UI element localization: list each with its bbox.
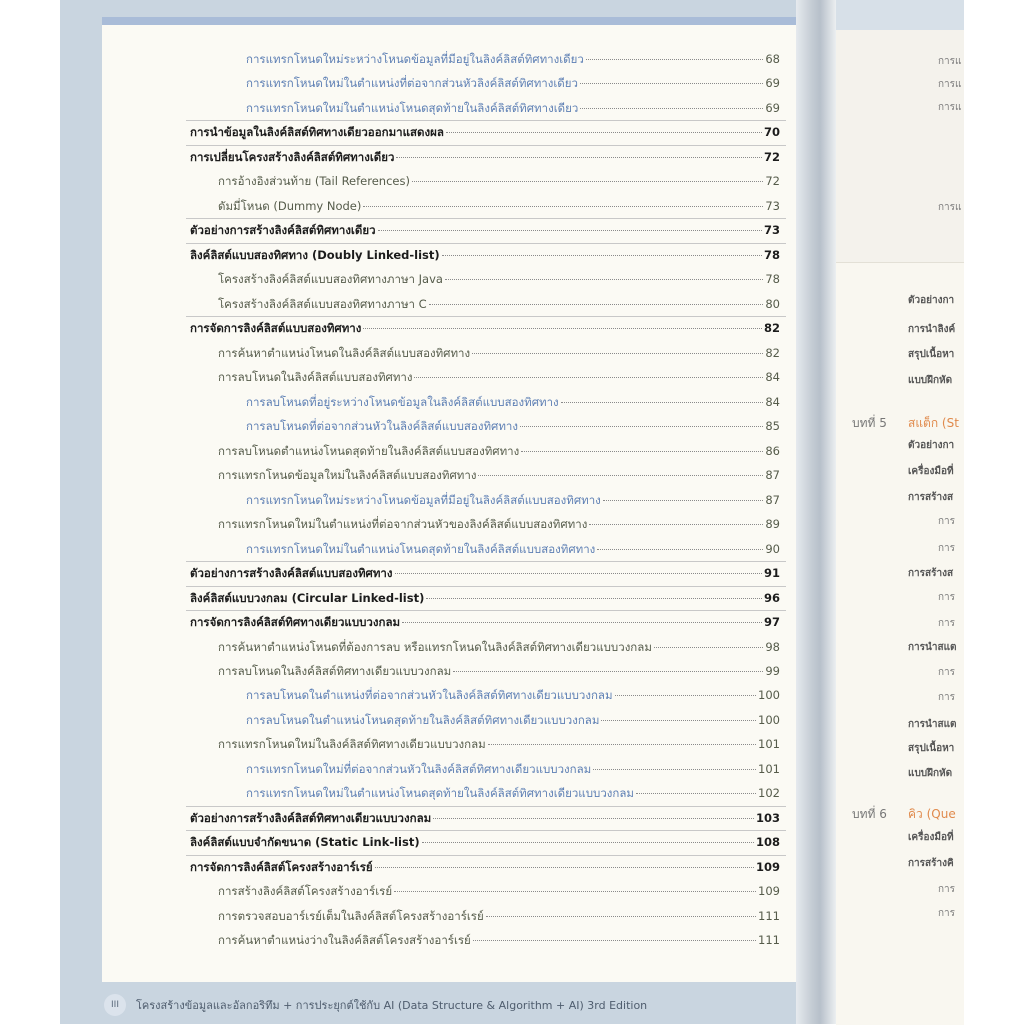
toc-leader-dots (363, 206, 763, 207)
toc-entry-page: 111 (758, 933, 780, 948)
right-page-fragment: สรุปเนื้อหา (908, 743, 955, 754)
toc-entry-title: การลบโหนดในตำแหน่งที่ต่อจากส่วนหัวในลิงค์ลิสต์ทิศทางเดียวแบบวงกลม (246, 688, 613, 703)
toc-entry-page: 109 (758, 884, 780, 899)
toc-entry-page: 91 (763, 566, 780, 581)
toc-leader-dots (422, 842, 754, 843)
right-page-fragment: แบบฝึกหัด (908, 768, 953, 779)
right-page-fragment: การนำสแต (908, 719, 957, 730)
section-rule (186, 830, 786, 831)
toc-entry-title: การแทรกโหนดใหม่ระหว่างโหนดข้อมูลที่มีอยู่ในลิงค์ลิสต์แบบสองทิศทาง (246, 492, 601, 507)
toc-leader-dots (597, 549, 763, 550)
page-footer (104, 992, 764, 1018)
chapter5-label: บทที่ 5 (852, 416, 887, 430)
toc-leader-dots (654, 647, 763, 648)
toc-leader-dots (442, 255, 762, 256)
toc-entry-title: การตรวจสอบอาร์เรย์เต็มในลิงค์ลิสต์โครงสร้างอาร์เรย์ (218, 908, 484, 923)
toc-leader-dots (636, 793, 756, 794)
toc-entry-title: โครงสร้างลิงค์ลิสต์แบบสองทิศทางภาษา C (218, 296, 427, 311)
right-page-fragment: เครื่องมือที่ (908, 466, 954, 477)
book-title: โครงสร้างข้อมูลและอัลกอริทึม + การประยุกต์ใช้กับ AI (Data Structure & Algorithm + AI) 3rd Edition (136, 999, 648, 1012)
book-gutter (796, 0, 836, 1024)
toc-leader-dots (488, 744, 756, 745)
toc-entry-title: ลิงค์ลิสต์แบบวงกลม (Circular Linked-list) (190, 590, 425, 605)
toc-entry-title: การเปลี่ยนโครงสร้างลิงค์ลิสต์ทิศทางเดียว (190, 149, 395, 164)
toc-entry-title: การอ้างอิงส่วนท้าย (Tail References) (218, 174, 410, 189)
right-page-fragment: การแ (938, 56, 962, 67)
toc-entry-page: 90 (765, 541, 780, 556)
toc-leader-dots (478, 475, 763, 476)
toc-entry-page: 82 (763, 321, 780, 336)
toc-leader-dots (586, 59, 764, 60)
toc-leader-dots (396, 157, 762, 158)
toc-entry (218, 515, 780, 533)
toc-entry-page: 73 (763, 223, 780, 238)
right-page-fragment: การสร้างส (908, 492, 954, 503)
toc-leader-dots (593, 769, 756, 770)
toc-entry-page: 69 (765, 100, 780, 115)
right-page-top-band (836, 0, 964, 30)
toc-entry-title: การจัดการลิงค์ลิสต์แบบสองทิศทาง (190, 321, 362, 336)
toc-entry (190, 123, 780, 141)
toc-entry-title: การแทรกโหนดใหม่ที่ต่อจากส่วนหัวในลิงค์ลิสต์ทิศทางเดียวแบบวงกลม (246, 761, 592, 776)
toc-entry-page: 69 (765, 76, 780, 91)
toc-entry-title: ตัวอย่างการสร้างลิงค์ลิสต์ทิศทางเดียว (190, 223, 376, 238)
right-page-fragment: ตัวอย่างกา (908, 440, 955, 451)
section-rule (186, 855, 786, 856)
toc-entry (246, 417, 780, 435)
toc-entry (218, 344, 780, 362)
toc-leader-dots (615, 695, 756, 696)
toc-leader-dots (429, 304, 764, 305)
toc-entry-title: การแทรกโหนดใหม่ระหว่างโหนดข้อมูลที่มีอยู่ในลิงค์ลิสต์ทิศทางเดียว (246, 52, 584, 66)
toc-entry-page: 78 (763, 247, 780, 262)
right-page-fragment: การ (938, 692, 956, 703)
toc-entry (190, 858, 780, 876)
section-rule (186, 218, 786, 219)
toc-entry (190, 833, 780, 851)
toc-entry (246, 760, 780, 778)
toc-entry-title: การลบโหนดในลิงค์ลิสต์ทิศทางเดียวแบบวงกลม (218, 664, 452, 678)
toc-leader-dots (426, 598, 762, 599)
toc-leader-dots (580, 108, 763, 109)
toc-entry (190, 319, 780, 337)
toc-entry (246, 540, 780, 558)
toc-leader-dots (473, 940, 756, 941)
right-page-fragment: การแ (938, 79, 962, 90)
toc-entry-page: 84 (765, 370, 780, 385)
toc-leader-dots (395, 573, 762, 574)
toc-entry-page: 103 (755, 810, 780, 825)
page-number: III (104, 994, 126, 1016)
toc-leader-dots (402, 622, 762, 623)
toc-entry-page: 72 (763, 149, 780, 164)
toc-entry-page: 70 (763, 125, 780, 140)
right-page-fragment: การ (938, 618, 956, 629)
toc-entry (218, 295, 780, 313)
right-page-fragment: การแ (938, 202, 962, 213)
right-page-fragment: สรุปเนื้อหา (908, 349, 955, 360)
toc-entry-page: 109 (755, 859, 780, 874)
right-page-fragment: แบบฝึกหัด (908, 375, 953, 386)
toc-entry (246, 50, 780, 68)
toc-leader-dots (486, 916, 756, 917)
toc-entry (246, 74, 780, 92)
toc-entry-title: การสร้างลิงค์ลิสต์โครงสร้างอาร์เรย์ (218, 884, 393, 899)
toc-entry-page: 98 (765, 639, 780, 654)
toc-entry-page: 84 (765, 394, 780, 409)
toc-entry (218, 907, 780, 925)
toc-leader-dots (589, 524, 763, 525)
toc-entry-title: การลบโหนดในตำแหน่งโหนดสุดท้ายในลิงค์ลิสต์ทิศทางเดียวแบบวงกลม (246, 712, 600, 727)
section-rule (186, 586, 786, 587)
toc-entry (190, 809, 780, 827)
toc-entry (218, 466, 780, 484)
toc-entry (218, 197, 780, 215)
toc-entry (190, 221, 780, 239)
toc-entry (218, 368, 780, 386)
toc-leader-dots (414, 377, 763, 378)
toc-entry (246, 491, 780, 509)
right-page-fragment: การ (938, 667, 956, 678)
chapter5-title: สแต็ก (St (908, 416, 959, 430)
toc-entry-page: 78 (765, 272, 780, 287)
toc-entry-page: 111 (758, 908, 780, 923)
toc-entry-title: การลบโหนดตำแหน่งโหนดสุดท้ายในลิงค์ลิสต์แบบสองทิศทาง (218, 443, 520, 458)
toc-entry-title: การแทรกโหนดใหม่ในตำแหน่งที่ต่อจากส่วนหัวลิงค์ลิสต์ทิศทางเดียว (246, 76, 578, 91)
toc-leader-dots (520, 426, 763, 427)
toc-entry-title: การแทรกโหนดใหม่ในลิงค์ลิสต์ทิศทางเดียวแบบวงกลม (218, 737, 486, 752)
toc-entry-page: 87 (765, 492, 780, 507)
toc-entry-page: 101 (758, 737, 780, 752)
toc-entry-page: 85 (765, 419, 780, 434)
toc-entry-title: การจัดการลิงค์ลิสต์โครงสร้างอาร์เรย์ (190, 859, 373, 874)
toc-leader-dots (394, 891, 756, 892)
top-rule (102, 17, 802, 25)
background-strip (964, 0, 1024, 1024)
toc-entry-page: 100 (758, 688, 780, 703)
toc-leader-dots (378, 230, 762, 231)
section-rule (186, 806, 786, 807)
section-rule (186, 145, 786, 146)
section-rule (186, 120, 786, 121)
toc-entry-page: 73 (765, 198, 780, 213)
toc-entry (246, 393, 780, 411)
right-page-fragment: ตัวอย่างกา (908, 295, 955, 306)
chapter6-title: คิว (Que (908, 807, 956, 821)
toc-entry-title: การนำข้อมูลในลิงค์ลิสต์ทิศทางเดียวออกมาแสดงผล (190, 125, 444, 140)
toc-leader-dots (601, 720, 756, 721)
toc-entry-title: การแทรกโหนดข้อมูลใหม่ในลิงค์ลิสต์แบบสองทิศทาง (218, 468, 477, 483)
right-page-fragment: การสร้างส (908, 568, 954, 579)
toc-entry-page: 97 (763, 615, 780, 630)
toc-leader-dots (446, 132, 762, 133)
right-page-fragment: การ (938, 592, 956, 603)
toc-entry (218, 270, 780, 288)
toc-leader-dots (603, 500, 764, 501)
right-page-fragment: การแ (938, 102, 962, 113)
toc-leader-dots (412, 181, 763, 182)
toc-entry (218, 442, 780, 460)
toc-entry-page: 108 (755, 835, 780, 850)
toc-entry-title: ตัวอย่างการสร้างลิงค์ลิสต์แบบสองทิศทาง (190, 566, 393, 581)
toc-entry (218, 172, 780, 190)
right-page-fragment: การนำลิงค์ (908, 324, 956, 335)
toc-leader-dots (472, 353, 763, 354)
toc-entry-title: การแทรกโหนดใหม่ในตำแหน่งที่ต่อจากส่วนหัวของลิงค์ลิสต์แบบสองทิศทาง (218, 517, 588, 532)
toc-entry (246, 711, 780, 729)
section-rule (186, 610, 786, 611)
toc-leader-dots (561, 402, 764, 403)
chapter6-label: บทที่ 6 (852, 807, 887, 821)
toc-entry-title: การแทรกโหนดใหม่ในตำแหน่งโหนดสุดท้ายในลิงค์ลิสต์ทิศทางเดียวแบบวงกลม (246, 786, 634, 801)
right-page-fragment: การ (938, 884, 956, 895)
toc-entry (218, 638, 780, 656)
toc-entry-title: การค้นหาตำแหน่งว่างในลิงค์ลิสต์โครงสร้างอาร์เรย์ (218, 933, 471, 948)
toc-entry-title: การแทรกโหนดใหม่ในตำแหน่งโหนดสุดท้ายในลิงค์ลิสต์ทิศทางเดียว (246, 100, 579, 115)
toc-leader-dots (375, 867, 754, 868)
toc-entry-title: โครงสร้างลิงค์ลิสต์แบบสองทิศทางภาษา Java (218, 272, 443, 287)
right-page-fragment: การ (938, 543, 956, 554)
toc-entry-page: 80 (765, 296, 780, 311)
toc-entry-title: ลิงค์ลิสต์แบบสองทิศทาง (Doubly Linked-list) (190, 247, 440, 262)
right-page-fragment: การสร้างคิ (908, 858, 954, 869)
toc-entry-title: การค้นหาตำแหน่งโหนดที่ต้องการลบ หรือแทรกโหนดในลิงค์ลิสต์ทิศทางเดียวแบบวงกลม (218, 639, 652, 654)
right-page-fragment: การนำสแต (908, 642, 957, 653)
toc-entry-page: 99 (765, 664, 780, 678)
toc-entry-title: การค้นหาตำแหน่งโหนดในลิงค์ลิสต์แบบสองทิศทาง (218, 345, 471, 360)
toc-entry-title: การลบโหนดในลิงค์ลิสต์แบบสองทิศทาง (218, 370, 413, 385)
section-rule (186, 243, 786, 244)
toc-leader-dots (453, 671, 763, 672)
toc-entry-page: 68 (765, 52, 780, 66)
toc-entry (190, 148, 780, 166)
toc-leader-dots (445, 279, 763, 280)
toc-entry-title: การลบโหนดที่อยู่ระหว่างโหนดข้อมูลในลิงค์ลิสต์แบบสองทิศทาง (246, 394, 559, 409)
toc-entry (246, 686, 780, 704)
toc-entry (218, 735, 780, 753)
toc-leader-dots (433, 818, 754, 819)
toc-leader-dots (363, 328, 762, 329)
toc-entry (246, 99, 780, 117)
toc-entry (190, 564, 780, 582)
toc-leader-dots (521, 451, 763, 452)
toc-entry (246, 784, 780, 802)
toc-entry-page: 102 (758, 786, 780, 801)
right-page-fragment: การ (938, 516, 956, 527)
toc-entry-title: ลิงค์ลิสต์แบบจำกัดขนาด (Static Link-list) (190, 835, 420, 850)
toc-entry-page: 89 (765, 517, 780, 532)
toc-entry (190, 589, 780, 607)
toc-entry-page: 96 (763, 590, 780, 605)
toc-entry-page: 101 (758, 761, 780, 776)
right-page-fragment: การ (938, 908, 956, 919)
toc-entry (218, 882, 780, 900)
toc-leader-dots (580, 83, 763, 84)
right-page-fragment: เครื่องมือที่ (908, 832, 954, 843)
toc-entry-title: ตัวอย่างการสร้างลิงค์ลิสต์ทิศทางเดียวแบบวงกลม (190, 810, 432, 825)
toc-entry-title: การลบโหนดที่ต่อจากส่วนหัวในลิงค์ลิสต์แบบสองทิศทาง (246, 419, 518, 434)
toc-entry-title: การจัดการลิงค์ลิสต์ทิศทางเดียวแบบวงกลม (190, 615, 401, 630)
toc-entry-title: การแทรกโหนดใหม่ในตำแหน่งโหนดสุดท้ายในลิงค์ลิสต์แบบสองทิศทาง (246, 541, 596, 556)
toc-entry (190, 613, 780, 631)
toc-entry-page: 86 (765, 443, 780, 458)
toc-entry-page: 72 (765, 174, 780, 189)
section-rule (186, 316, 786, 317)
toc-entry (190, 246, 780, 264)
toc-entry-title: ดัมมี่โหนด (Dummy Node) (218, 198, 362, 213)
toc-entry-page: 100 (758, 712, 780, 727)
toc-entry-page: 87 (765, 468, 780, 483)
toc-entry (218, 931, 780, 949)
section-rule (186, 561, 786, 562)
toc-entry (218, 662, 780, 680)
toc-entry-page: 82 (765, 345, 780, 360)
